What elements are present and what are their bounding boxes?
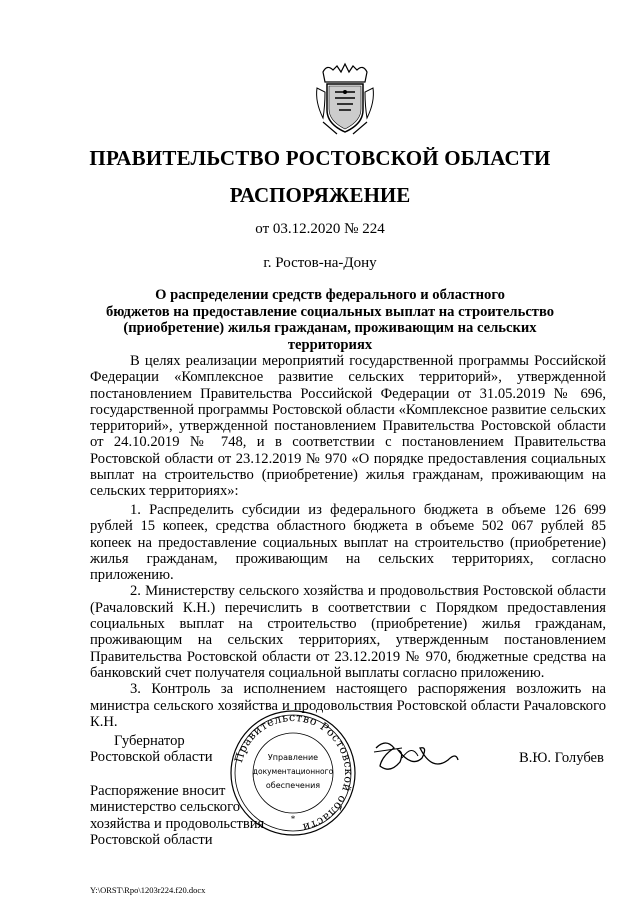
signatory-title-line: Губернатор: [114, 733, 185, 749]
subject-line: бюджетов на предоставление социальных выплат на строительство: [105, 303, 555, 320]
signatory-name: В.Ю. Голубев: [519, 750, 604, 766]
preamble-paragraph: В целях реализации мероприятий государственной программы Российской Федерации «Комплексное развитие сельских территорий», утвержденной постановлением Правительства Российской Федерации от 31.05.2019 № 696, государственной программы Ростовской области «Комплексное развитие сельских территорий», утвержденной постановлением Правительства Ростовской области от 24.10.2019 № 748, и в соответствии с постановлением Правительства Ростовской области от 23.12.2019 № 970 «О порядке предоставления социальных выплат на строительство (приобретение) жилья гражданам, проживающим на сельских территориях»:: [90, 353, 606, 500]
signatory-title: [90, 733, 213, 766]
submitted-by-note: [90, 783, 264, 848]
document-date-number: от 03.12.2020 № 224: [255, 221, 385, 237]
note-line: Ростовской области: [90, 831, 213, 848]
note-line: министерство сельского: [90, 799, 240, 816]
stamp-center-line: документационного: [252, 767, 334, 776]
stamp-center-line: обеспечения: [265, 781, 321, 790]
organization-title: ПРАВИТЕЛЬСТВО РОСТОВСКОЙ ОБЛАСТИ: [89, 146, 551, 170]
stamp-center-line: Управление: [267, 753, 319, 762]
file-path-footer: Y:\ORST\Rpo\1203r224.f20.docx: [90, 885, 206, 895]
ordering-items: [90, 502, 606, 730]
document-city: г. Ростов-на-Дону: [263, 255, 377, 271]
signatory-title-line: Ростовской области: [90, 749, 213, 766]
subject-line: О распределении средств федерального и областного: [155, 287, 505, 303]
note-line: хозяйства и продовольствия: [90, 815, 265, 832]
ordering-item: 3. Контроль за исполнением настоящего распоряжения возложить на министра сельского хозяйства и продовольствия Ростовской области Рачаловского К.Н.: [90, 681, 606, 730]
note-line: Распоряжение вносит: [90, 783, 226, 799]
handwritten-signature: [372, 738, 462, 778]
document-type: РАСПОРЯЖЕНИЕ: [229, 183, 411, 207]
ordering-item: 2. Министерству сельского хозяйства и продовольствия Ростовской области (Рачаловский К.Н.) перечислить в соответствии с Порядком предоставления социальных выплат на строительство (приобретение) жилья гражданам, проживающим на сельских территориях, утвержденным постановлением Правительства Ростовской области от 23.12.2019 № 970, бюджетные средства на банковский счет получателя социальной выплаты согласно приложению.: [90, 583, 606, 681]
stamp-ring-text: Правительство Ростовской области: [232, 710, 356, 835]
stamp-star-icon: *: [290, 814, 296, 824]
document-subject: [80, 287, 580, 353]
subject-line: (приобретение) жилья гражданам, проживающим на сельских территориях: [123, 320, 537, 353]
ordering-item: 1. Распределить субсидии из федерального бюджета в объеме 126 699 рублей 15 копеек, средства областного бюджета в объеме 502 067 рублей 85 копеек на предоставление социальных выплат на строительство (приобретение) жилья гражданам, проживающим на сельских территориях, согласно приложению.: [90, 502, 606, 584]
coat-of-arms-emblem: [313, 62, 377, 136]
